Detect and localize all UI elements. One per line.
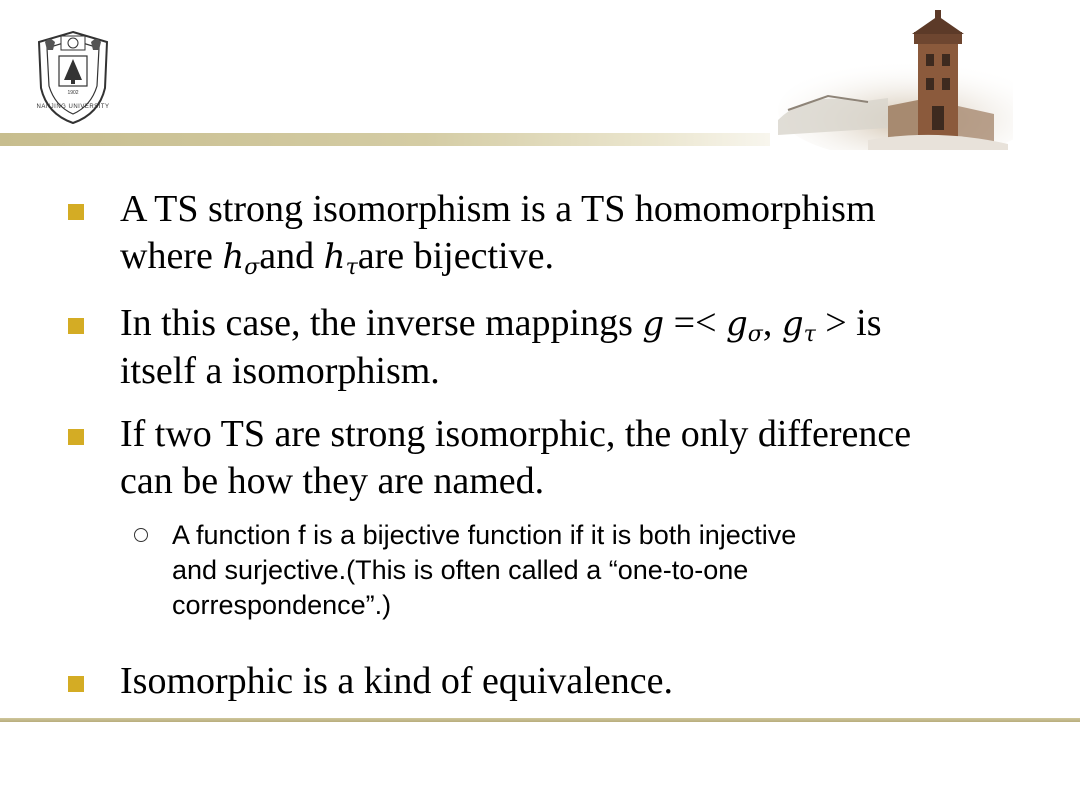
bullet-marker <box>68 429 84 445</box>
bullet-line: If two TS are strong isomorphic, the only difference <box>120 413 912 455</box>
text-inverse: In this case, the inverse mappings <box>120 302 643 344</box>
bullet-line <box>120 233 1000 281</box>
math-h: h <box>323 237 346 277</box>
text-are-bijective: are bijective. <box>357 235 554 277</box>
math-sigma: σ <box>747 322 763 347</box>
bullet-marker <box>68 318 84 334</box>
sub-bullet-bijective-definition <box>172 518 1012 623</box>
math-gt-close: > is <box>815 302 882 344</box>
bullet-equivalence <box>120 658 1000 705</box>
math-h-tau <box>323 237 358 280</box>
text-and: and <box>259 235 324 277</box>
bullet-strong-isomorphic <box>120 411 1000 505</box>
sub-bullet-marker <box>134 528 148 542</box>
math-g: g <box>781 304 804 344</box>
math-h: h <box>222 237 245 277</box>
math-eq-open: =< <box>664 302 727 344</box>
math-comma: , <box>762 302 782 344</box>
math-g: g <box>642 304 665 344</box>
sub-bullet-line: and surjective.(This is often called a “one-to-one <box>172 555 749 585</box>
sub-bullet-line: A function f is a bijective function if it is both injective <box>172 520 797 550</box>
bullet-inverse-mappings <box>120 300 1000 395</box>
bullet-line <box>120 300 1000 348</box>
seal-text: NANJING UNIVERSITY <box>36 104 110 110</box>
math-h-sigma <box>222 237 260 280</box>
bullet-strong-isomorphism <box>120 186 1000 281</box>
math-tau: τ <box>345 255 358 280</box>
text-where: where <box>120 235 223 277</box>
footer-divider <box>0 718 1080 722</box>
sub-bullet-line: correspondence”.) <box>172 590 392 620</box>
bullet-marker <box>68 676 84 692</box>
bullet-line: can be how they are named. <box>120 460 545 502</box>
math-tau: τ <box>803 322 816 347</box>
bullet-line: itself a isomorphism. <box>120 350 440 392</box>
math-g-sigma <box>726 304 763 347</box>
math-sigma: σ <box>244 255 260 280</box>
seal-year: 1902 <box>67 90 79 96</box>
math-g-tau <box>781 304 816 347</box>
bullet-line: Isomorphic is a kind of equivalence. <box>120 660 673 702</box>
math-g: g <box>726 304 748 344</box>
bullet-line: A TS strong isomorphism is a TS homomorphism <box>120 188 876 230</box>
bullet-marker <box>68 204 84 220</box>
